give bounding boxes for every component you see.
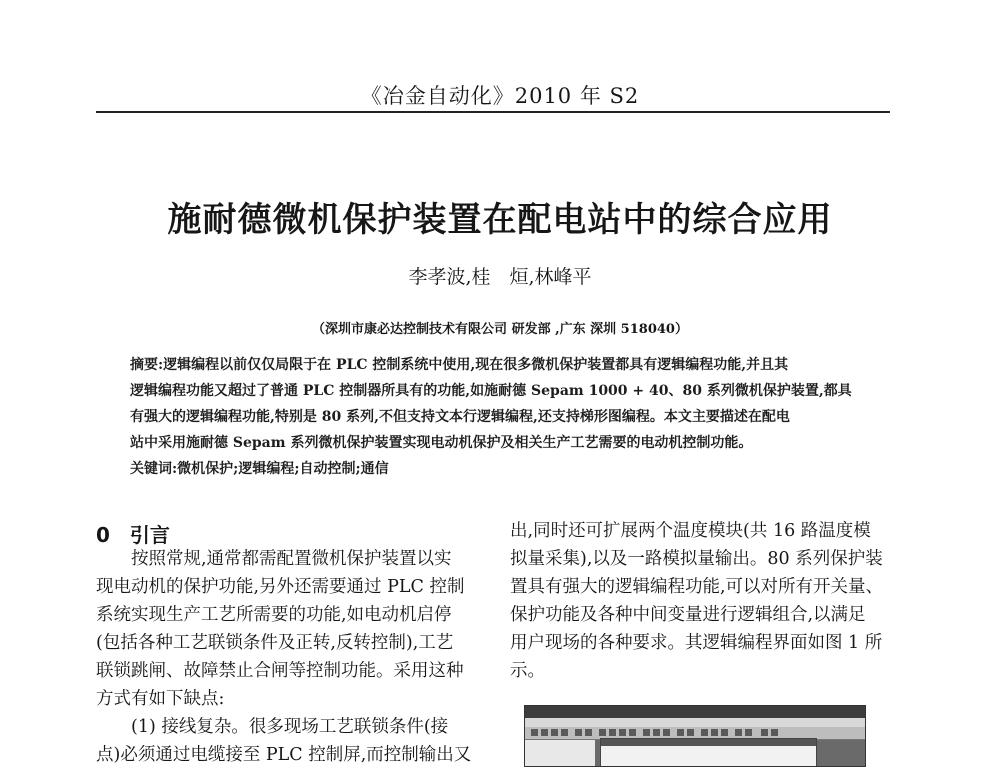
header-rule <box>96 111 890 113</box>
body-line: 拟量采集),以及一路模拟量输出。80 系列保护装 <box>510 549 883 569</box>
body-line: (1) 接线复杂。很多现场工艺联锁条件(接 <box>96 717 449 737</box>
toolbar-icon <box>735 729 742 736</box>
toolbar-icon <box>687 729 694 736</box>
body-line: 出,同时还可扩展两个温度模块(共 16 路温度模 <box>510 521 871 541</box>
body-line: 用户现场的各种要求。其逻辑编程界面如图 1 所 <box>510 633 883 653</box>
toolbar-icon <box>677 729 684 736</box>
journal-header: 《冶金自动化》2010 年 S2 <box>360 84 640 108</box>
body-line: (包括各种工艺联锁条件及正转,反转控制),工艺 <box>96 633 454 653</box>
paper-title: 施耐德微机保护装置在配电站中的综合应用 <box>167 200 833 240</box>
keywords-label: 关键词: <box>130 461 178 477</box>
keywords-text: 微机保护;逻辑编程;自动控制;通信 <box>177 461 389 477</box>
body-line: 置具有强大的逻辑编程功能,可以对所有开关量、 <box>510 577 884 597</box>
toolbar-icon <box>561 729 568 736</box>
toolbar-icon <box>761 729 768 736</box>
figure-side-panel <box>525 740 595 767</box>
body-line: 系统实现生产工艺所需要的功能,如电动机启停 <box>96 605 452 625</box>
toolbar-icon <box>701 729 708 736</box>
toolbar-icon <box>609 729 616 736</box>
toolbar-icon <box>663 729 670 736</box>
authors: 李孝波,桂 烜,林峰平 <box>408 266 592 288</box>
body-line: 保护功能及各种中间变量进行逻辑组合,以满足 <box>510 605 866 625</box>
toolbar-icon <box>745 729 752 736</box>
figure-menubar <box>525 718 865 727</box>
body-line: 现电动机的保护功能,另外还需要通过 PLC 控制 <box>96 577 465 597</box>
toolbar-icon <box>771 729 778 736</box>
body-line: 方式有如下缺点: <box>96 689 225 709</box>
figure-dialog <box>600 738 817 767</box>
toolbar-icon <box>711 729 718 736</box>
toolbar-icon <box>531 729 538 736</box>
abstract-line: 逻辑编程功能又超过了普通 PLC 控制器所具有的功能,如施耐德 Sepam 1000 + 40、80 系列微机保护装置,都具 <box>130 383 852 399</box>
abstract-line: 站中采用施耐德 Sepam 系列微机保护装置实现电动机保护及相关生产工艺需要的电动机控制功能。 <box>130 435 753 451</box>
toolbar-icon <box>585 729 592 736</box>
keywords-line <box>130 461 870 478</box>
body-line: 按照常规,通常都需配置微机保护装置以实 <box>96 549 452 569</box>
toolbar-icon <box>629 729 636 736</box>
body-line: 联锁跳闸、故障禁止合闸等控制功能。采用这种 <box>96 661 464 681</box>
toolbar-icon <box>619 729 626 736</box>
figure-dialog-titlebar <box>601 739 816 746</box>
section-heading: 0 引言 <box>96 523 170 547</box>
toolbar-icon <box>599 729 606 736</box>
affiliation: （深圳市康必达控制技术有限公司 研发部 ,广东 深圳 518040） <box>312 322 688 337</box>
toolbar-icon <box>541 729 548 736</box>
toolbar-icon <box>575 729 582 736</box>
figure-1-screenshot <box>524 705 866 767</box>
abstract-line: 有强大的逻辑编程功能,特别是 80 系列,不但支持文本行逻辑编程,还支持梯形图编程。本文主要描述在配电 <box>130 409 790 425</box>
body-line: 点)必须通过电缆接至 PLC 控制屏,而控制输出又 <box>96 745 472 765</box>
abstract-line <box>130 357 870 374</box>
figure-titlebar <box>525 706 865 718</box>
abstract-text: 逻辑编程以前仅仅局限于在 PLC 控制系统中使用,现在很多微机保护装置都具有逻辑编程功能,并且其 <box>163 357 789 373</box>
toolbar-icon <box>721 729 728 736</box>
toolbar-icon <box>643 729 650 736</box>
toolbar-icon <box>551 729 558 736</box>
body-line: 示。 <box>510 661 545 681</box>
toolbar-icon <box>653 729 660 736</box>
abstract-label: 摘要: <box>130 357 164 373</box>
